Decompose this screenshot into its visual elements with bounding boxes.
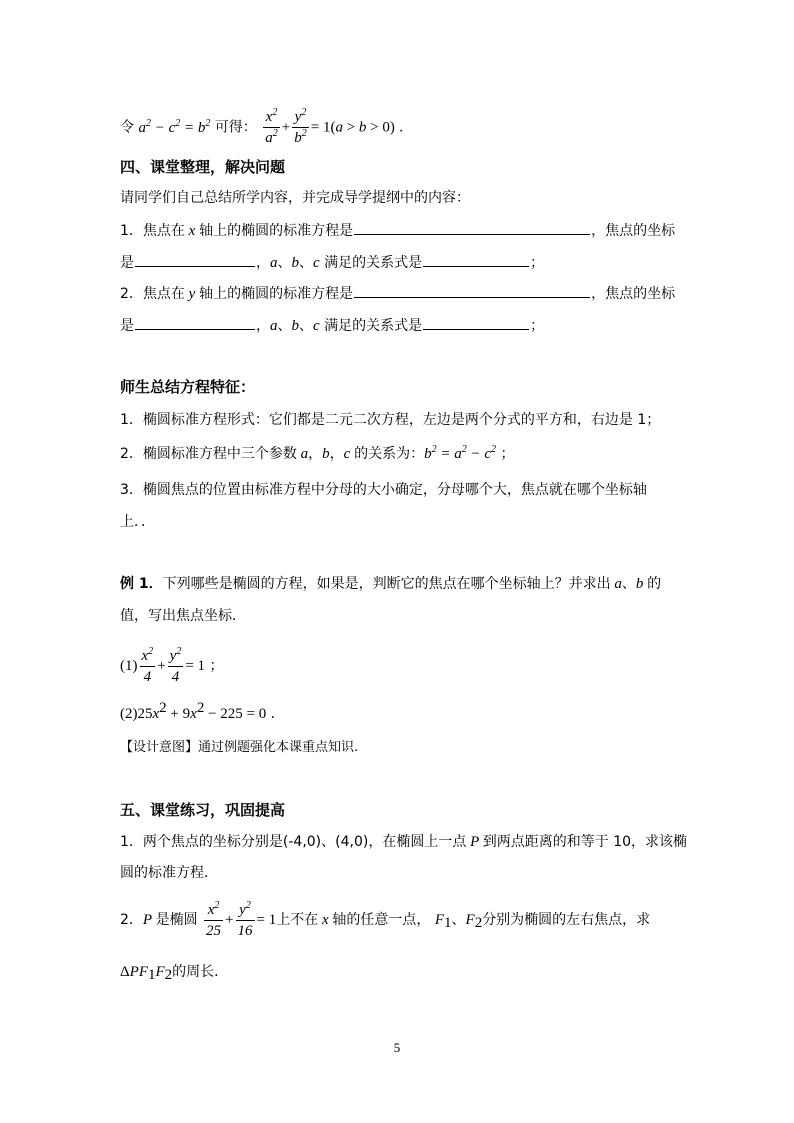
fraction-y2-4: $\frac{y^2}{4}$ (169, 645, 182, 685)
fraction-x2-a2: $\frac{x^2}{a^2}$ (265, 107, 278, 146)
summary-item-3: 3．椭圆焦点的位置由标准方程中分母的大小确定，分母哪个大，焦点就在哪个坐标轴 (120, 482, 647, 498)
fraction-x2-4: $\frac{x^2}{4}$ (141, 645, 154, 685)
section4-title: 四、课堂整理，解决问题 (120, 158, 286, 176)
practice-2-line: 2．P 是椭圆 $\frac{x^2}{25}$ + $\frac{y^2}{16}$ = 1上不在 x 轴的任意一点， $F_1$、$F_2$分别为椭圆的左右焦点，求 (120, 899, 651, 939)
blank-q1-equation[interactable] (354, 220, 590, 235)
q1-line-2: 是 ，a、b、c 满足的关系式是 ； (120, 252, 544, 273)
q1-line: 1．焦点在 x 轴上的椭圆的标准方程是 ，焦点的坐标 (120, 220, 675, 241)
summary-title: 师生总结方程特征： (120, 378, 256, 396)
page-number: 5 (393, 1040, 401, 1055)
q2-line: 2．焦点在 y 轴上的椭圆的标准方程是 ，焦点的坐标 (120, 283, 675, 304)
blank-q1-foci[interactable] (135, 252, 255, 267)
example1-line: 例 1．下列哪些是椭圆的方程，如果是，判断它的焦点在哪个坐标轴上？并求出 a、b 的 (120, 576, 662, 592)
blank-q1-relation[interactable] (423, 252, 529, 267)
formula-a2-c2-b2: $a^2 - c^2 = b^2$ (138, 117, 211, 136)
example1-formula-1: (1) $\frac{x^2}{4}$ + $\frac{y^2}{4}$ = 1 ； (120, 645, 224, 685)
blank-q2-foci[interactable] (135, 315, 255, 330)
example1-line-2: 值，写出焦点坐标． (120, 608, 246, 624)
blank-q2-equation[interactable] (354, 283, 590, 298)
summary-item-2: 2．椭圆标准方程中三个参数 a，b，c 的关系为：$b^2 = a^2 - c^2$ ； (120, 444, 515, 462)
intro-formula-line: 令 $a^2 - c^2 = b^2$ 可得： $\frac{x^2}{a^2}$ + $\frac{y^2}{b^2}$ = 1(a > b > 0) . (120, 107, 404, 146)
section4-prompt: 请同学们自己总结所学内容，并完成导学提纲中的内容： (120, 190, 470, 206)
practice-2-line-2: $\Delta PF_1F_2$的周长． (120, 964, 229, 983)
q2-line-2: 是 ，a、b、c 满足的关系式是 ； (120, 315, 544, 336)
summary-item-3-cont: 上．． (120, 514, 155, 530)
practice-1-line: 1．两个焦点的坐标分别是(-4,0)、(4,0)，在椭圆上一点 P 到两点距离的和等于 10，求该椭 (120, 834, 688, 850)
fraction-y2-b2: $\frac{y^2}{b^2}$ (294, 107, 307, 146)
summary-item-1: 1．椭圆标准方程形式：它们都是二元二次方程，左边是两个分式的平方和，右边是 1； (120, 412, 661, 428)
fraction-y2-16: $\frac{y^2}{16}$ (237, 899, 253, 939)
fraction-x2-25: $\frac{x^2}{25}$ (206, 899, 222, 939)
section5-title: 五、课堂练习，巩固提高 (120, 801, 286, 819)
design-intent: 【设计意图】通过例题强化本课重点知识. (120, 740, 359, 755)
blank-q2-relation[interactable] (423, 315, 529, 330)
example1-formula-2: $(2)25x^2 + 9x^2 - 225 = 0$ ． (120, 700, 285, 722)
practice-1-line-2: 圆的标准方程． (120, 865, 218, 881)
